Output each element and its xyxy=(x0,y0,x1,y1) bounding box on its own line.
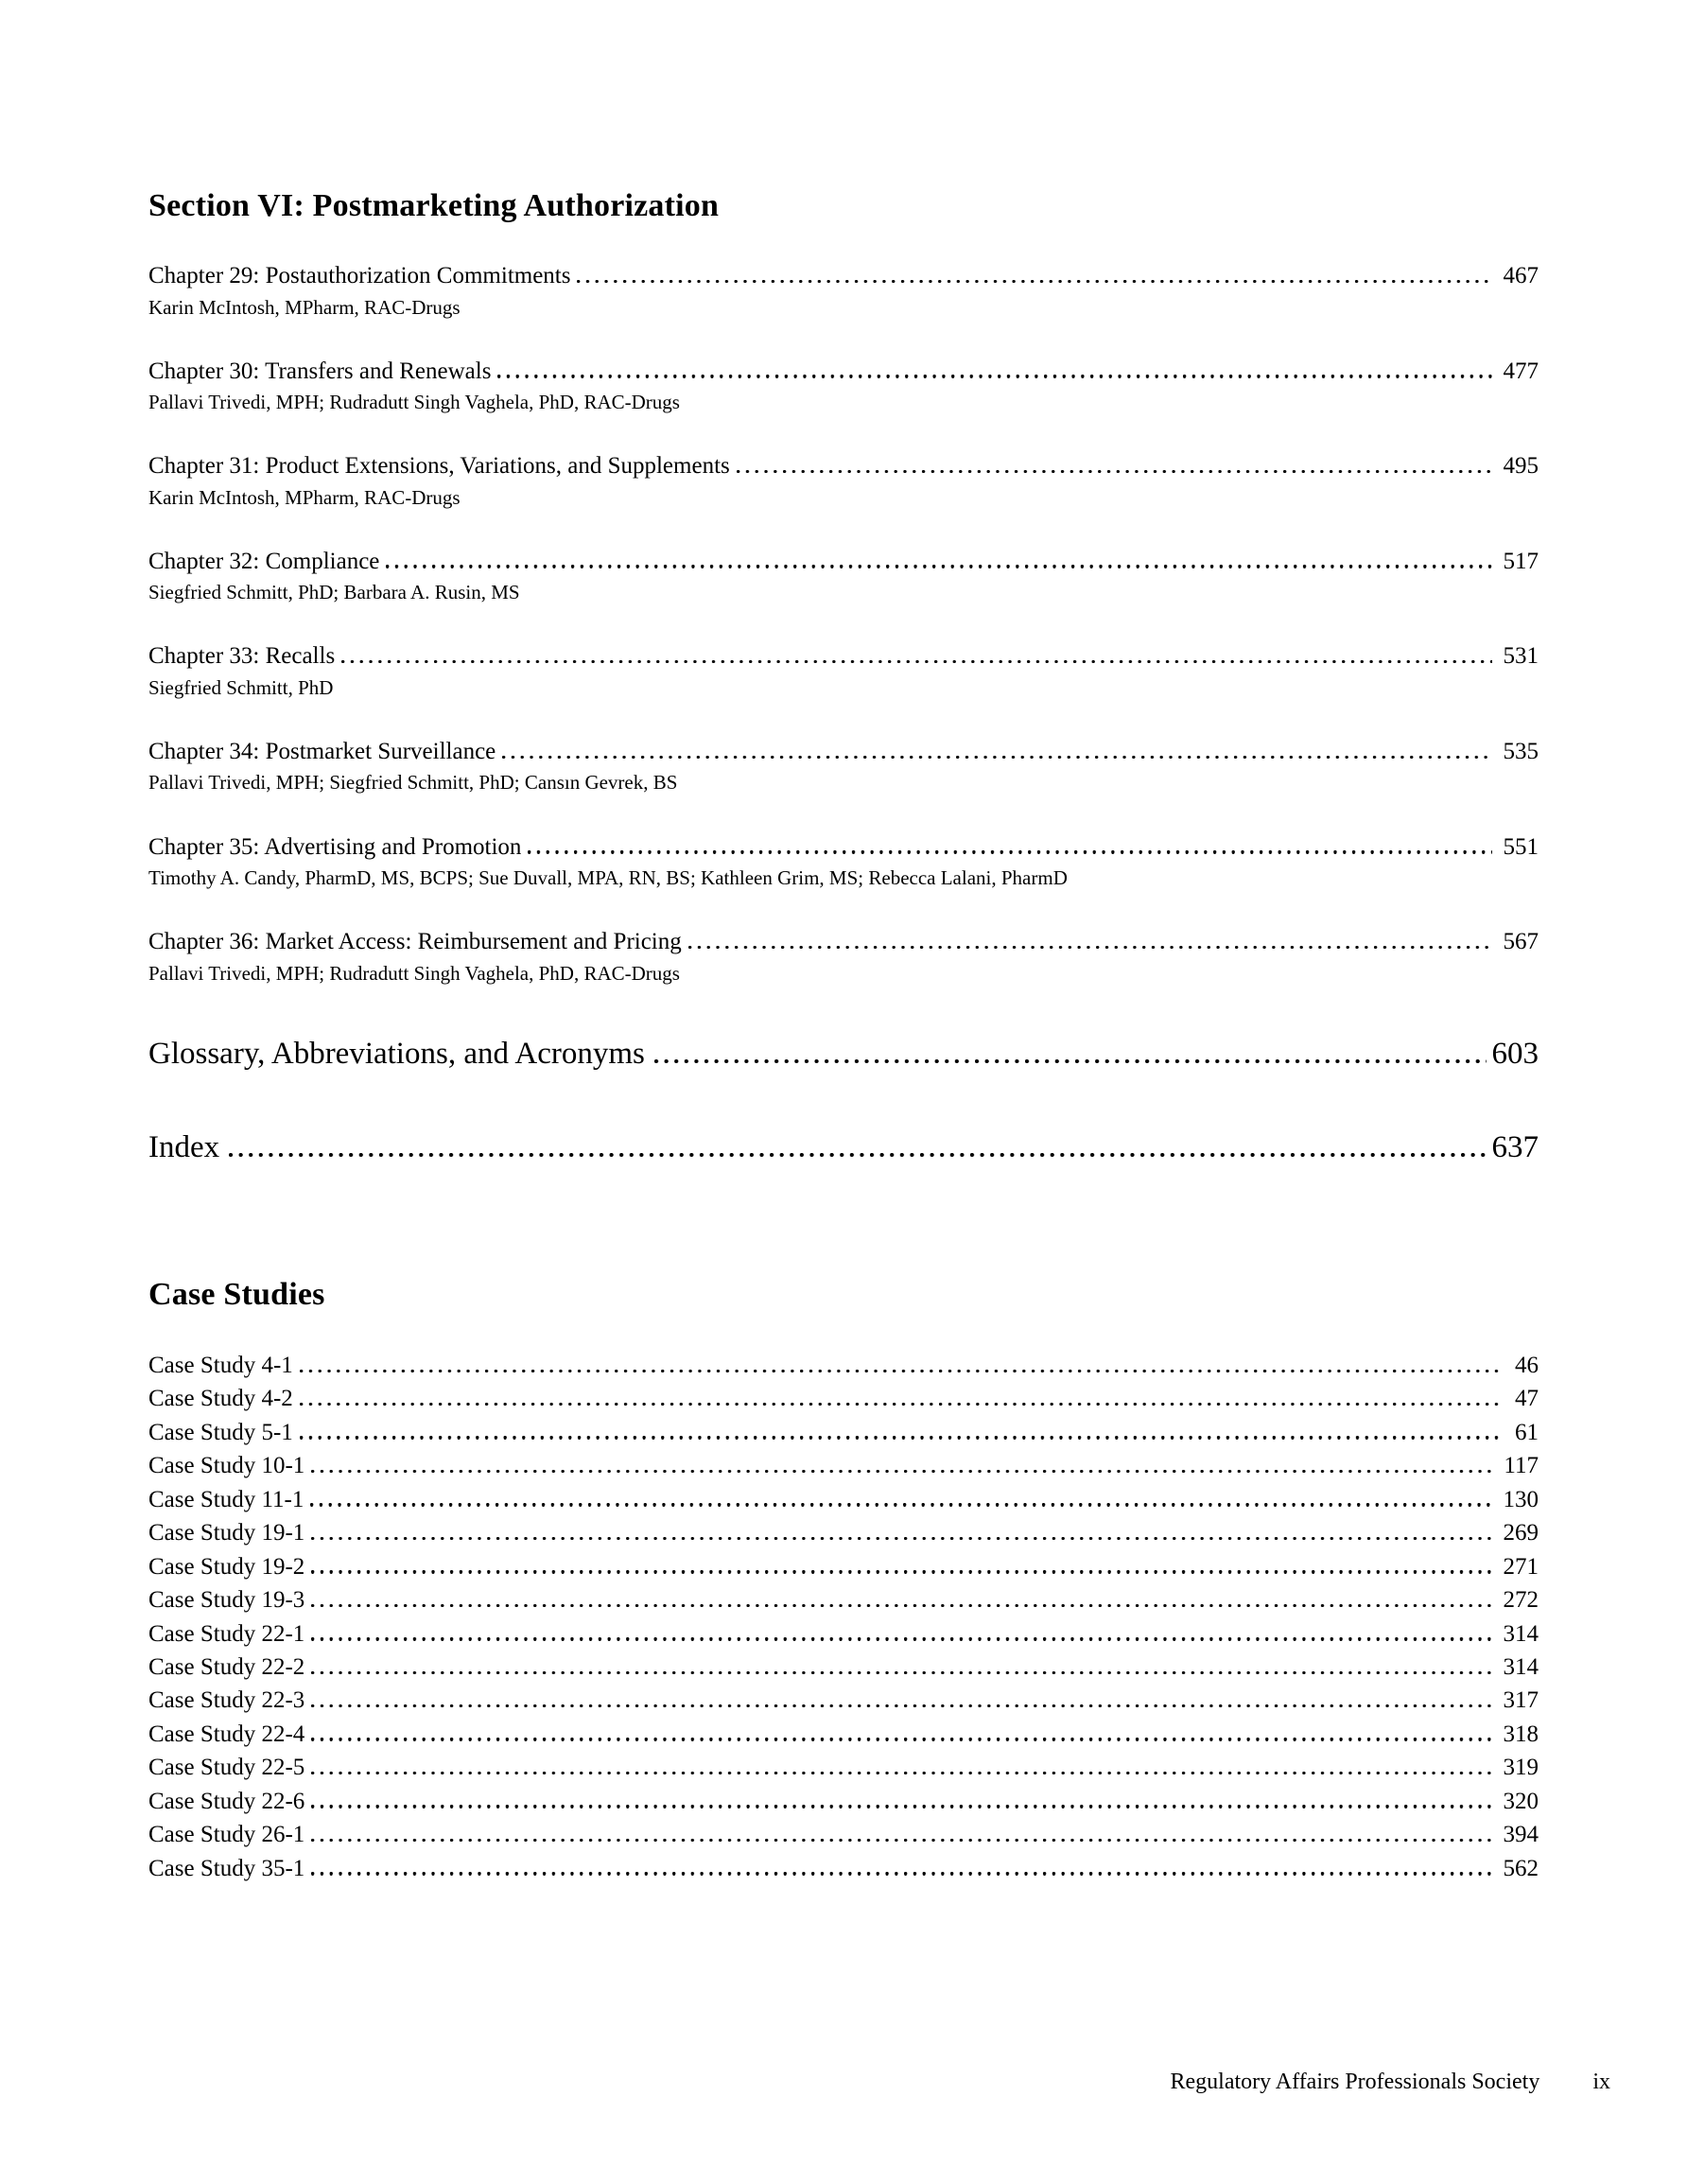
toc-entry-title: Chapter 33: Recalls xyxy=(148,643,336,670)
case-study-list xyxy=(148,1352,1539,1888)
chapter-entry-block xyxy=(148,452,1539,548)
toc-entry-title: Case Study 26-1 xyxy=(148,1822,305,1848)
toc-entry[interactable] xyxy=(148,1721,1539,1754)
toc-entry[interactable] xyxy=(148,928,1539,956)
dot-leader xyxy=(311,1570,1491,1573)
toc-entry-title: Case Study 19-1 xyxy=(148,1520,305,1546)
chapter-authors: Karin McIntosh, MPharm, RAC-Drugs xyxy=(148,295,461,319)
toc-entry-page: 562 xyxy=(1503,1855,1539,1881)
toc-entry[interactable] xyxy=(148,1821,1539,1854)
toc-entry-title: Case Study 22-5 xyxy=(148,1755,305,1781)
toc-entry[interactable] xyxy=(148,738,1539,766)
chapter-authors: Timothy A. Candy, PharmD, MS, BCPS; Sue Duvall, MPA, RN, BS; Kathleen Grim, MS; Rebecca Lalani, PharmD xyxy=(148,866,1068,890)
toc-entry-title: Case Study 10-1 xyxy=(148,1453,305,1479)
dot-leader xyxy=(688,946,1492,949)
toc-entry[interactable] xyxy=(148,833,1539,862)
toc-entry-title: Chapter 32: Compliance xyxy=(148,548,380,574)
dot-leader xyxy=(311,1704,1491,1707)
toc-entry[interactable] xyxy=(148,1519,1539,1552)
toc-entry-title: Chapter 30: Transfers and Renewals xyxy=(148,358,492,384)
dot-leader xyxy=(502,756,1491,759)
footer-page-number: ix xyxy=(1592,2070,1610,2094)
toc-entry[interactable] xyxy=(148,1855,1539,1888)
dot-leader xyxy=(311,1872,1491,1875)
toc-entry-title: Case Study 22-3 xyxy=(148,1687,305,1714)
chapter-entry-block xyxy=(148,738,1539,833)
section-heading: Section VI: Postmarketing Authorization xyxy=(148,188,720,223)
toc-entry-page: 637 xyxy=(1491,1130,1539,1164)
chapter-entry-block xyxy=(148,928,1539,1023)
toc-entry-page: 394 xyxy=(1503,1822,1539,1848)
toc-entry[interactable] xyxy=(148,1385,1539,1418)
chapter-entry-block xyxy=(148,548,1539,643)
dot-leader xyxy=(311,1604,1491,1607)
chapter-entry-block xyxy=(148,358,1539,453)
chapter-entry-block xyxy=(148,833,1539,929)
toc-entry-page: 477 xyxy=(1503,358,1539,384)
dot-leader xyxy=(497,375,1491,377)
toc-entry[interactable] xyxy=(148,642,1539,671)
toc-entry-title: Case Study 19-2 xyxy=(148,1553,305,1580)
backmatter-list xyxy=(148,1034,1539,1221)
toc-entry-page: 61 xyxy=(1515,1419,1539,1445)
backmatter-entry-block xyxy=(148,1034,1539,1127)
chapter-authors: Siegfried Schmitt, PhD; Barbara A. Rusin, MS xyxy=(148,581,520,604)
toc-entry-page: 269 xyxy=(1503,1520,1539,1546)
toc-entry[interactable] xyxy=(148,1788,1539,1821)
toc-entry-page: 46 xyxy=(1515,1353,1539,1378)
toc-entry-page: 317 xyxy=(1503,1687,1539,1714)
toc-entry-title: Case Study 19-3 xyxy=(148,1587,305,1614)
toc-entry-title: Glossary, Abbreviations, and Acronyms xyxy=(148,1037,645,1071)
chapter-entry-block xyxy=(148,262,1539,358)
chapter-authors: Siegfried Schmitt, PhD xyxy=(148,675,334,699)
toc-entry-page: 130 xyxy=(1503,1486,1539,1512)
toc-entry-page: 531 xyxy=(1503,643,1539,670)
dot-leader xyxy=(300,1436,1504,1439)
toc-entry[interactable] xyxy=(148,1653,1539,1686)
toc-entry-page: 495 xyxy=(1503,453,1539,480)
dot-leader xyxy=(311,1805,1491,1808)
dot-leader xyxy=(577,280,1491,283)
toc-entry[interactable] xyxy=(148,1553,1539,1586)
dot-leader xyxy=(737,470,1492,473)
backmatter-entry-block xyxy=(148,1127,1539,1221)
chapter-authors: Pallavi Trivedi, MPH; Rudradutt Singh Vaghela, PhD, RAC-Drugs xyxy=(148,391,680,414)
toc-entry[interactable] xyxy=(148,1620,1539,1653)
dot-leader xyxy=(311,1839,1491,1842)
toc-entry[interactable] xyxy=(148,262,1539,290)
toc-entry-page: 319 xyxy=(1503,1755,1539,1781)
toc-entry-page: 271 xyxy=(1503,1553,1539,1580)
toc-entry-title: Case Study 22-4 xyxy=(148,1721,305,1747)
dot-leader xyxy=(311,1470,1492,1473)
toc-entry-page: 314 xyxy=(1503,1620,1539,1647)
chapter-entry-block xyxy=(148,642,1539,738)
toc-entry-title: Case Study 4-1 xyxy=(148,1353,293,1378)
chapter-authors: Pallavi Trivedi, MPH; Siegfried Schmitt, PhD; Cansın Gevrek, BS xyxy=(148,771,678,795)
toc-entry[interactable] xyxy=(148,1419,1539,1452)
dot-leader xyxy=(300,1370,1504,1372)
dot-leader xyxy=(310,1503,1491,1506)
toc-entry-page: 567 xyxy=(1503,929,1539,955)
toc-entry-page: 551 xyxy=(1503,833,1539,860)
toc-entry-page: 318 xyxy=(1503,1721,1539,1747)
toc-entry-page: 603 xyxy=(1491,1037,1539,1071)
toc-entry-title: Case Study 22-2 xyxy=(148,1653,305,1680)
toc-entry-title: Index xyxy=(148,1130,220,1164)
toc-entry-page: 517 xyxy=(1503,548,1539,574)
dot-leader xyxy=(528,850,1491,853)
toc-entry-page: 314 xyxy=(1503,1653,1539,1680)
dot-leader xyxy=(654,1059,1487,1063)
dot-leader xyxy=(311,1671,1491,1674)
case-studies-heading: Case Studies xyxy=(148,1277,325,1312)
chapter-authors: Karin McIntosh, MPharm, RAC-Drugs xyxy=(148,485,461,509)
toc-entry[interactable] xyxy=(148,1686,1539,1720)
toc-entry[interactable] xyxy=(148,358,1539,386)
toc-entry-title: Chapter 36: Market Access: Reimbursement and Pricing xyxy=(148,929,682,955)
dot-leader xyxy=(229,1153,1486,1157)
toc-entry[interactable] xyxy=(148,1034,1539,1074)
chapter-authors: Pallavi Trivedi, MPH; Rudradutt Singh Vaghela, PhD, RAC-Drugs xyxy=(148,961,680,985)
toc-entry-page: 272 xyxy=(1503,1587,1539,1614)
toc-entry-title: Chapter 35: Advertising and Promotion xyxy=(148,833,522,860)
footer-publisher: Regulatory Affairs Professionals Society xyxy=(1170,2070,1540,2094)
toc-entry[interactable] xyxy=(148,1452,1539,1485)
toc-entry-page: 117 xyxy=(1504,1453,1539,1479)
toc-entry-title: Case Study 22-6 xyxy=(148,1788,305,1814)
toc-entry[interactable] xyxy=(148,1352,1539,1385)
toc-entry-page: 467 xyxy=(1503,263,1539,288)
toc-entry-title: Case Study 5-1 xyxy=(148,1419,293,1445)
toc-entry[interactable] xyxy=(148,548,1539,576)
chapter-list xyxy=(148,262,1539,1023)
toc-entry[interactable] xyxy=(148,1486,1539,1519)
toc-entry[interactable] xyxy=(148,1754,1539,1787)
dot-leader xyxy=(341,660,1491,663)
toc-entry-title: Chapter 29: Postauthorization Commitments xyxy=(148,263,571,288)
toc-entry-title: Case Study 22-1 xyxy=(148,1620,305,1647)
toc-entry-title: Case Study 11-1 xyxy=(148,1486,304,1512)
toc-entry-title: Chapter 34: Postmarket Surveillance xyxy=(148,738,496,764)
toc-entry-title: Chapter 31: Product Extensions, Variations, and Supplements xyxy=(148,453,730,480)
dot-leader xyxy=(311,1772,1491,1774)
toc-entry-title: Case Study 35-1 xyxy=(148,1855,305,1881)
toc-entry-page: 47 xyxy=(1515,1386,1539,1412)
page-footer xyxy=(148,2068,1610,2096)
toc-entry[interactable] xyxy=(148,452,1539,480)
dot-leader xyxy=(311,1637,1491,1640)
dot-leader xyxy=(311,1738,1491,1740)
toc-entry[interactable] xyxy=(148,1127,1539,1167)
toc-entry-title: Case Study 4-2 xyxy=(148,1386,293,1412)
toc-entry-page: 535 xyxy=(1503,738,1539,764)
dot-leader xyxy=(311,1537,1491,1540)
toc-entry[interactable] xyxy=(148,1586,1539,1619)
toc-entry-page: 320 xyxy=(1503,1788,1539,1814)
dot-leader xyxy=(386,565,1491,568)
dot-leader xyxy=(300,1403,1504,1406)
